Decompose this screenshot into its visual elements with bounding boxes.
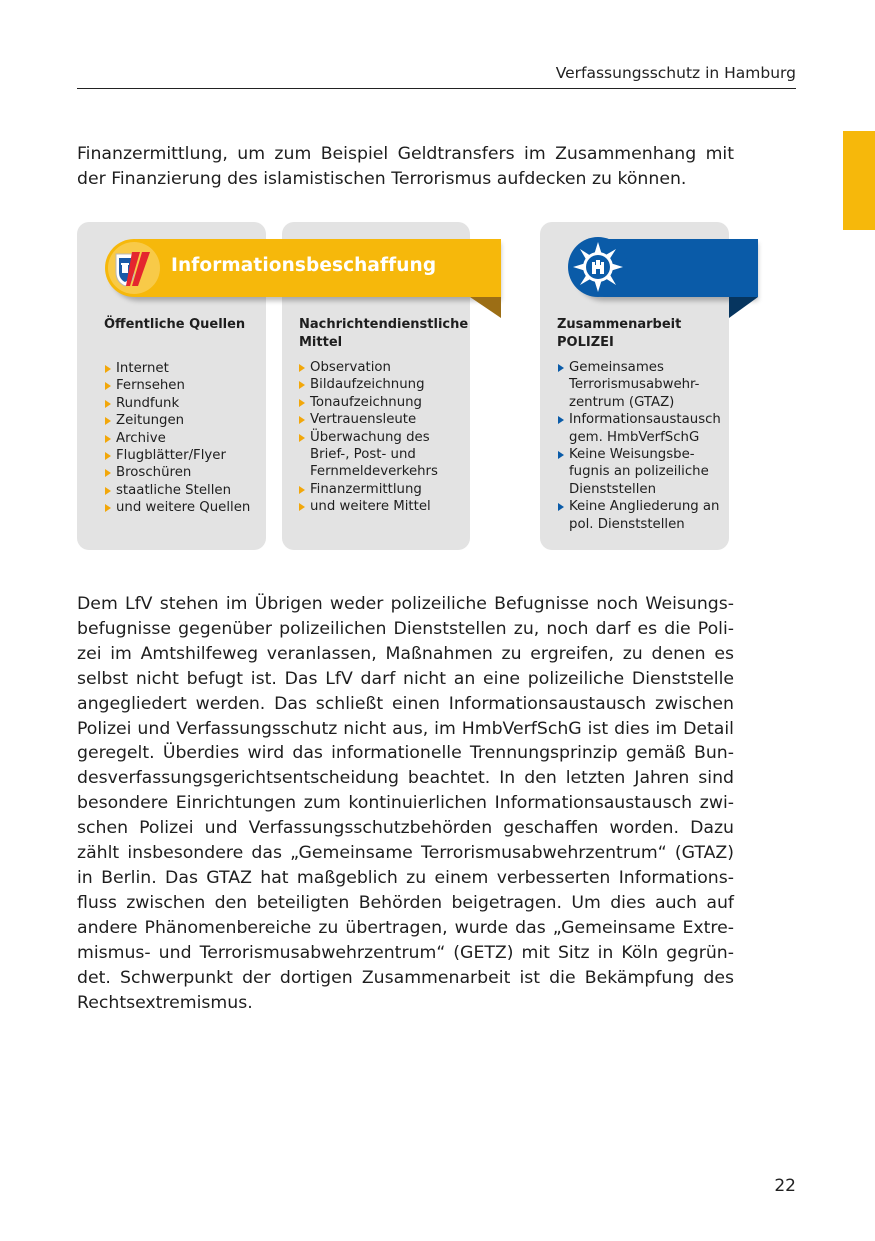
list-item: Internet (105, 360, 265, 377)
card-heading-intelligence-means: Nachrichtendienstliche Mittel (299, 317, 469, 350)
body-line: befugnisse gegenüber polizeilichen Dienststellen zu, noch darf es die Poli- (77, 618, 734, 639)
section-tab-marker (843, 131, 875, 230)
intelligence-means-list (299, 359, 464, 516)
list-item: und weitere Quellen (105, 499, 265, 516)
banner-fold (470, 297, 501, 318)
triangle-bullet-icon (105, 487, 111, 495)
list-item: Finanzermittlung (299, 481, 464, 498)
triangle-bullet-icon (105, 452, 111, 460)
body-line: in Berlin. Das GTAZ hat maßgeblich zu einem verbesserten Informations- (77, 867, 734, 888)
triangle-bullet-icon (105, 400, 111, 408)
header-title: Verfassungsschutz in Hamburg (555, 64, 796, 82)
body-line: andere Phänomenbereiche zu übertragen, wurde das „Gemeinsame Extre- (77, 917, 734, 938)
body-line: desverfassungsgerichtsentscheidung beachtet. In den letzten Jahren sind (77, 768, 734, 789)
triangle-bullet-icon (105, 365, 111, 373)
list-item: Observation (299, 359, 464, 376)
list-item: Fernsehen (105, 377, 265, 394)
triangle-bullet-icon (558, 364, 564, 372)
triangle-bullet-icon (105, 435, 111, 443)
list-item: Flugblätter/Flyer (105, 447, 265, 464)
police-star-icon (567, 236, 629, 298)
body-line: schen Polizei und Verfassungsschutzbehörden geschaffen worden. Dazu (77, 818, 734, 839)
triangle-bullet-icon (299, 416, 305, 424)
body-line: mismus- und Terrorismusabwehrzentrum“ (GETZ) mit Sitz in Köln gegrün- (77, 942, 734, 963)
triangle-bullet-icon (299, 503, 305, 511)
triangle-bullet-icon (299, 399, 305, 407)
body-paragraph (77, 592, 734, 1015)
body-line: zei im Amtshilfeweg veranlassen, Maßnahmen zu ergreifen, zu denen es (77, 643, 734, 664)
body-line: fluss zwischen den beteiligten Behörden beigetragen. Um dies auch auf (77, 892, 734, 913)
body-line: Dem LfV stehen im Übrigen weder polizeiliche Befugnisse noch Weisungs- (77, 594, 734, 614)
triangle-bullet-icon (299, 381, 305, 389)
triangle-bullet-icon (558, 503, 564, 511)
public-sources-list (105, 360, 265, 517)
banner-title: Informationsbeschaffung (171, 255, 437, 276)
body-line: Rechtsextremismus. (77, 992, 253, 1013)
list-item: Überwachung des Brief-, Post- und Fernmeldeverkehrs (299, 429, 464, 481)
list-item: Rundfunk (105, 395, 265, 412)
list-item: staatliche Stellen (105, 482, 265, 499)
triangle-bullet-icon (299, 486, 305, 494)
triangle-bullet-icon (105, 469, 111, 477)
body-line: Polizei und Verfassungsschutz nicht aus, im HmbVerfSchG ist dies im Detail (77, 718, 734, 739)
list-item: Gemeinsames Terrorismusabwehr-zentrum (GTAZ) (558, 359, 728, 411)
list-item: Keine Angliederung an pol. Dienststellen (558, 498, 728, 533)
header-rule (77, 88, 796, 89)
intro-paragraph: Finanzermittlung, um zum Beispiel Geldtransfers im Zusammenhang mit der Finanzierung des islamistischen Terrorismus aufdecken zu können. (77, 144, 734, 189)
triangle-bullet-icon (105, 382, 111, 390)
list-item: Bildaufzeichnung (299, 376, 464, 393)
triangle-bullet-icon (299, 364, 305, 372)
list-item: Zeitungen (105, 412, 265, 429)
body-line: geregelt. Überdies wird das informationelle Trennungsprinzip gemäß Bun- (77, 743, 734, 764)
triangle-bullet-icon (558, 451, 564, 459)
list-item: Tonaufzeichnung (299, 394, 464, 411)
card-heading-public-sources: Öffentliche Quellen (104, 317, 246, 332)
body-line: zählt insbesondere das „Gemeinsame Terrorismusabwehrzentrum“ (GTAZ) (77, 843, 734, 864)
body-line: angegliedert werden. Das schließt einen Informationsaustausch zwischen (77, 693, 734, 714)
banner-fold-blue (729, 297, 758, 318)
page-number: 22 (774, 1176, 796, 1196)
body-line: det. Schwerpunkt der dortigen Zusammenarbeit ist die Bekämpfung des (77, 967, 734, 988)
list-item: Vertrauensleute (299, 411, 464, 428)
list-item: Keine Weisungsbe-fugnis an polizeiliche Dienststellen (558, 446, 728, 498)
verfassungsschutz-emblem-icon (104, 238, 164, 298)
triangle-bullet-icon (105, 417, 111, 425)
list-item: und weitere Mittel (299, 498, 464, 515)
triangle-bullet-icon (105, 504, 111, 512)
police-cooperation-list (558, 359, 728, 533)
triangle-bullet-icon (558, 416, 564, 424)
list-item: Broschüren (105, 464, 265, 481)
list-item: Informationsaustausch gem. HmbVerfSchG (558, 411, 728, 446)
body-line: besondere Einrichtungen zum kontinuierlichen Informationsaustausch zwi- (77, 793, 734, 814)
body-line: selbst nicht befugt ist. Das LfV darf nicht an eine polizeiliche Dienststelle (77, 668, 734, 689)
card-heading-police-cooperation: Zusammenarbeit POLIZEI (557, 317, 682, 350)
triangle-bullet-icon (299, 434, 305, 442)
list-item: Archive (105, 430, 265, 447)
